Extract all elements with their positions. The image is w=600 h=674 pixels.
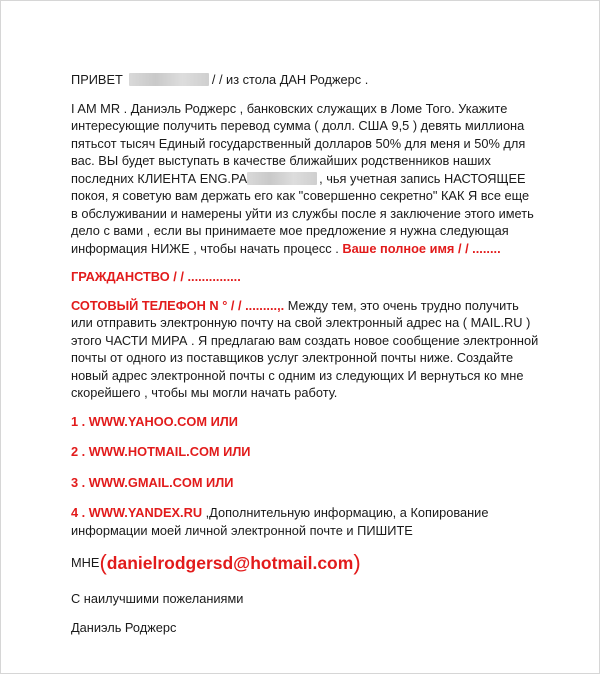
closing-text: С наилучшими пожеланиями [71,591,244,606]
full-name-request: Ваше полное имя / / ........ [342,240,501,256]
letter-body [71,71,539,647]
citizenship-line [71,268,539,286]
paren-open: ( [99,550,107,575]
contact-email-line [71,550,539,576]
email-address-block [99,550,361,575]
phone-request: СОТОВЫЙ ТЕЛЕФОН N ° / / .........,. [71,297,285,313]
list-item-yandex [71,504,539,539]
greeting-suffix: / / из стола ДАН Роджерс . [211,72,369,87]
citizenship-request: ГРАЖДАНСТВО / / ............... [71,269,241,284]
redacted-name [129,73,209,86]
list-item-hotmail [71,443,539,461]
signature-line [71,619,539,637]
main-paragraph [71,100,539,258]
signature-text: Даниэль Роджерс [71,619,177,635]
list-item-yahoo-text: 1 . WWW.YAHOO.COM ИЛИ [71,413,238,429]
list-item-yahoo [71,413,539,431]
greeting-line [71,71,539,89]
email-prefix: МНЕ [71,555,100,570]
greeting-prefix: ПРИВЕТ [71,72,123,87]
closing-line [71,590,539,608]
list-item-hotmail-text: 2 . WWW.HOTMAIL.COM ИЛИ [71,444,251,459]
list-item-yandex-text: 4 . WWW.YANDEX.RU [71,505,203,520]
list-item-gmail [71,474,539,492]
email-address: danielrodgersd@hotmail.com [106,553,354,573]
list-item-yandex-note: ,Дополнительную информацию, а Копирование информации моей личной электронной почте и ПИШИТЕ [71,505,489,538]
main-paragraph-middle: , чья учетная запись НАСТОЯЩЕЕ покоя, я советую вам держать его как "совершенно секретно" КАК Я все еще в обслуживании и намерены уйти из службы после я заключение этого иметь дело с вами , если вы принимаете мое предложение я нужна следующая информация НИЖЕ , чтобы начать процесс . [71,170,534,256]
phone-paragraph [71,297,539,402]
main-paragraph-start: I AM MR . Даниэль Роджерс , банковских служащих в Ломе Того. Укажите интересующие получить перевод сумма ( долл. США 9,5 ) девять миллиона пятьсот тысяч Единый государственный долларов 50% для меня и 50% для вас. ВЫ будет выступать в качестве ближайших родственников наших последних КЛИЕНТА ENG.PA [71,100,526,186]
phone-paragraph-text: Между тем, это очень трудно получить или отправить электронную почту на свой электронный адрес на ( MAIL.RU ) этого ЧАСТИ МИРА . Я предлагаю вам создать новое сообщение электронной почты от одного из поставщиков услуг электронной почты ниже. Создайте новый адрес электронной почты с одним из следующих И вернуться ко мне скорейшего , чтобы мы могли начать работу. [71,297,539,400]
redacted-client-name [247,172,317,185]
paren-close: ) [353,550,361,575]
list-item-gmail-text: 3 . WWW.GMAIL.COM ИЛИ [71,474,234,490]
